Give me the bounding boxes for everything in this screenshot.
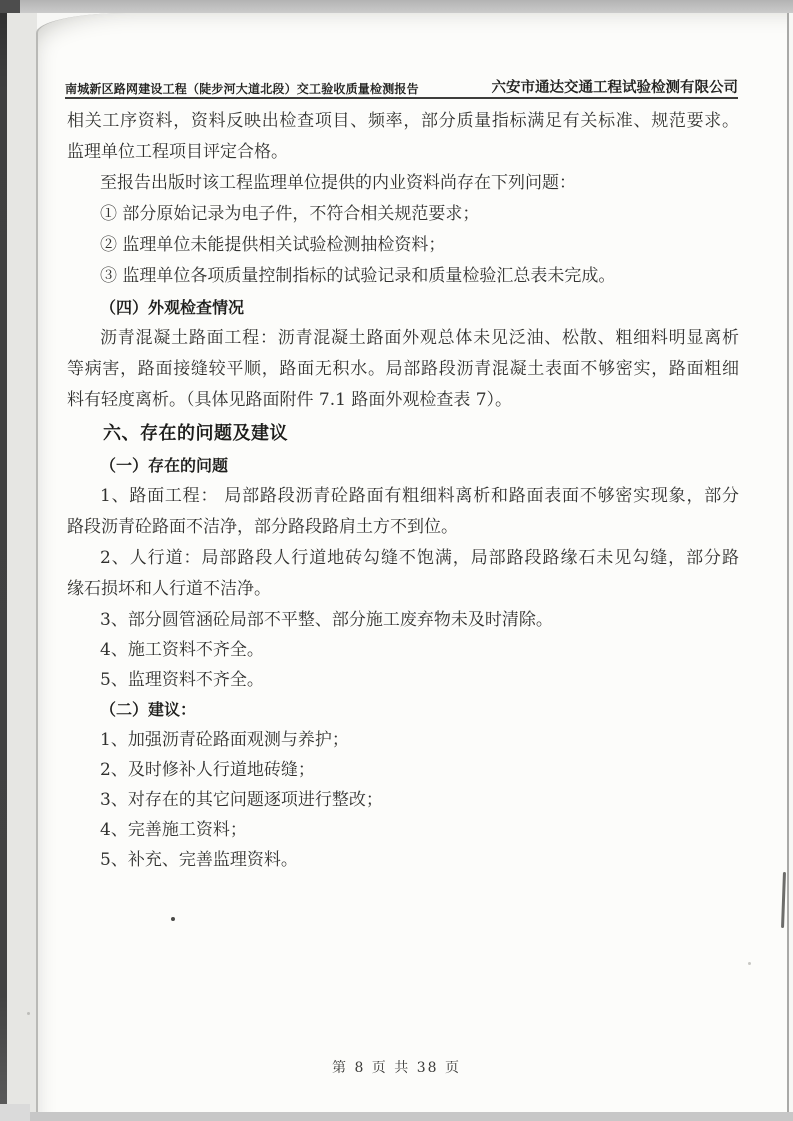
problems-heading: （一）存在的问题 — [100, 456, 229, 475]
suggestions-heading: （二）建议： — [100, 700, 197, 719]
supervision-issue: ② 监理单位未能提供相关试验检测抽检资料； — [100, 235, 446, 255]
problem-line: 1、路面工程： 局部路段沥青砼路面有粗细料离析和路面表面不够密实现象，部分 — [100, 486, 739, 506]
problem-line: 缘石损坏和人行道不洁净。 — [67, 579, 271, 599]
suggestion-line: 1、加强沥青砼路面观测与养护； — [100, 730, 349, 750]
header-report-title: 南城新区路网建设工程（陡步河大道北段）交工验收质量检测报告 — [65, 82, 419, 96]
appearance-line: 沥青混凝土路面工程：沥青混凝土路面外观总体未见泛油、松散、粗细料明显离析 — [100, 328, 739, 348]
problem-line: 5、监理资料不齐全。 — [100, 670, 264, 690]
problem-line: 2、人行道：局部路段人行道地砖勾缝不饱满，局部路段路缘石未见勾缝，部分路 — [100, 548, 739, 568]
appearance-line: 等病害，路面接缝较平顺，路面无积水。局部路段沥青混凝土表面不够密实，路面粗细 — [67, 359, 739, 379]
report-body — [67, 106, 739, 875]
suggestion-line: 4、完善施工资料； — [100, 820, 247, 840]
page-header — [65, 79, 738, 97]
appearance-line: 料有轻度离析。（具体见路面附件 7.1 路面外观检查表 7）。 — [67, 390, 513, 410]
supervision-intro: 至报告出版时该工程监理单位提供的内业资料尚存在下列问题： — [100, 173, 576, 193]
chapter-heading: 六、存在的问题及建议 — [103, 423, 288, 444]
summary-line: 相关工序资料，资料反映出检查项目、频率，部分质量指标满足有关标准、规范要求。 — [67, 111, 739, 131]
header-company-name: 六安市通达交通工程试验检测有限公司 — [491, 80, 738, 96]
summary-line: 监理单位工程项目评定合格。 — [67, 142, 288, 162]
suggestion-line: 5、补充、完善监理资料。 — [100, 850, 298, 870]
page-number-indicator: 第 8 页 共 38 页 — [332, 1060, 461, 1076]
suggestion-line: 2、及时修补人行道地砖缝； — [100, 760, 315, 780]
problem-line: 3、部分圆管涵砼局部不平整、部分施工废弃物未及时清除。 — [100, 610, 553, 630]
problem-line: 路段沥青砼路面不洁净，部分路段路肩土方不到位。 — [67, 517, 458, 537]
problem-line: 4、施工资料不齐全。 — [100, 640, 264, 660]
supervision-issue: ① 部分原始记录为电子件，不符合相关规范要求； — [100, 204, 480, 224]
supervision-issue: ③ 监理单位各项质量控制指标的试验记录和质量检验汇总表未完成。 — [100, 266, 616, 286]
suggestion-line: 3、对存在的其它问题逐项进行整改； — [100, 790, 383, 810]
appearance-section-heading: （四）外观检查情况 — [100, 298, 245, 317]
header-rule — [65, 97, 738, 99]
